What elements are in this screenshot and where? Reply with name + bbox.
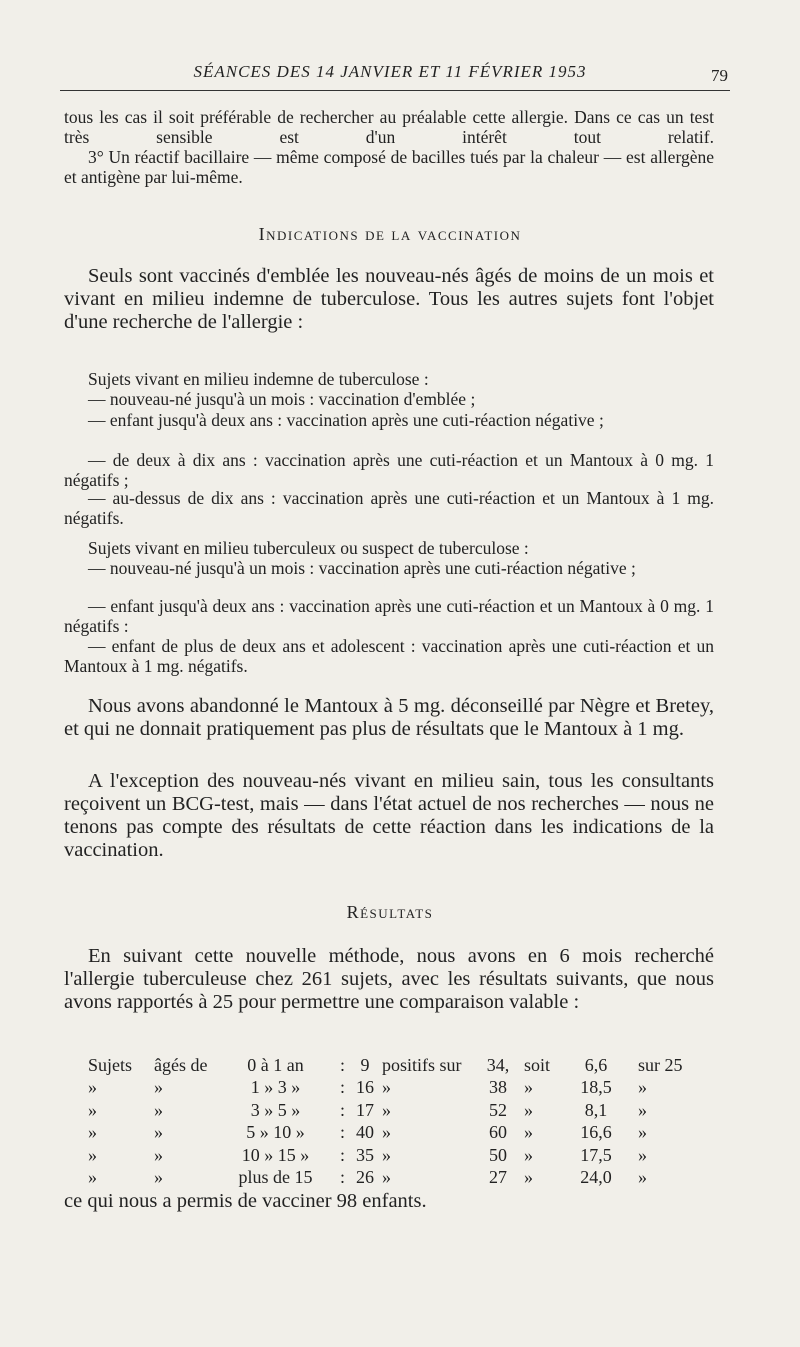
positives-cell: 16 [356,1077,374,1098]
positives-word-cell: » [382,1099,391,1120]
positives-cell: 26 [356,1166,374,1187]
paragraph-methode: En suivant cette nouvelle méthode, nous avons en 6 mois recherché l'allergie tuberculeuse chez 261 sujets, avec les résultats suivants, que nous avons rapportés à 25 pour permettre une comparaison valable : [64,945,714,1013]
table-row [88,1166,688,1188]
positives-word-cell: » [382,1122,391,1143]
per-25-cell: » [638,1077,647,1098]
subject-cell: Sujets [88,1055,133,1075]
colon-cell: : [340,1144,346,1165]
positives-cell: 17 [356,1099,374,1120]
group2-title: Sujets vivant en milieu tuberculeux ou suspect de tuberculose : [88,538,529,558]
positives-word-cell: » [382,1166,391,1187]
subject-cell: » [88,1166,97,1187]
colon-cell: : [340,1055,346,1075]
age-label-cell: » [154,1077,163,1098]
subject-cell: » [88,1122,97,1143]
total-cell: 34, [486,1055,510,1075]
group1-item-4: — au-dessus de dix ans : vaccination après une cuti-réaction et un Mantoux à 1 mg. négatifs. [64,488,714,528]
subject-cell: » [88,1144,97,1165]
per-25-cell: » [638,1122,647,1143]
group1-item-1: — nouveau-né jusqu'à un mois : vaccination d'emblée ; [88,389,476,409]
table-row [88,1076,688,1098]
section-heading-indications: Indications de la vaccination [258,224,522,244]
age-label-cell: âgés de [154,1055,208,1075]
age-label-cell: » [154,1099,163,1120]
soit-cell: soit [524,1055,551,1075]
age-range-cell: 0 à 1 an [247,1055,304,1075]
page-header [60,58,728,94]
per-25-cell: » [638,1166,647,1187]
group1-title: Sujets vivant en milieu indemne de tuberculose : [88,369,429,389]
total-cell: 52 [489,1099,507,1120]
rate-cell: 17,5 [580,1144,612,1165]
rate-cell: 16,6 [580,1122,612,1143]
positives-word-cell: » [382,1077,391,1098]
total-cell: 38 [489,1077,507,1098]
soit-cell: » [524,1077,533,1098]
age-range-cell: 3 » 5 » [250,1099,301,1120]
intro-paragraph-2: 3° Un réactif bacillaire — même composé de bacilles tués par la chaleur — est allergène et antigène par lui-même. [64,147,714,187]
paragraph-bcg-test: A l'exception des nouveau-nés vivant en milieu sain, tous les consultants reçoivent un BCG-test, mais — dans l'état actuel de nos recherches — nous ne tenons pas compte des résultats de cette réaction dans les indications de la vaccination. [64,770,714,861]
age-range-cell: 5 » 10 » [246,1122,305,1143]
soit-cell: » [524,1122,533,1143]
paragraph-seuls-vaccines: Seuls sont vaccinés d'emblée les nouveau-nés âgés de moins de un mois et vivant en milieu indemne de tuberculose. Tous les autres sujets font l'objet d'une recherche de l'allergie : [64,265,714,333]
age-label-cell: » [154,1144,163,1165]
total-cell: 27 [489,1166,507,1187]
per-25-cell: » [638,1099,647,1120]
soit-cell: » [524,1099,533,1120]
colon-cell: : [340,1099,346,1120]
rate-cell: 6,6 [584,1055,608,1075]
per-25-cell: » [638,1144,647,1165]
intro-paragraph-1: tous les cas il soit préférable de rechercher au préalable cette allergie. Dans ce cas un test très sensible est d'un intérêt tout relatif. [64,107,714,147]
running-title: SÉANCES DES 14 JANVIER ET 11 FÉVRIER 1953 [193,62,587,81]
group2-item-2: — enfant jusqu'à deux ans : vaccination après une cuti-réaction et un Mantoux à 0 mg. 1 négatifs : [64,596,714,636]
group1-item-3: — de deux à dix ans : vaccination après une cuti-réaction et un Mantoux à 0 mg. 1 négatifs ; [64,450,714,490]
group2-item-1: — nouveau-né jusqu'à un mois : vaccination après une cuti-réaction négative ; [88,558,636,578]
subject-cell: » [88,1099,97,1120]
positives-word-cell: positifs sur [382,1055,462,1075]
table-row [88,1121,688,1143]
subject-cell: » [88,1077,97,1098]
age-range-cell: 1 » 3 » [250,1077,301,1098]
positives-word-cell: » [382,1144,391,1165]
positives-cell: 9 [360,1055,370,1075]
age-label-cell: » [154,1166,163,1187]
table-row [88,1099,688,1121]
positives-cell: 40 [356,1122,374,1143]
colon-cell: : [340,1077,346,1098]
colon-cell: : [340,1166,346,1187]
page-number: 79 [711,66,728,85]
paragraph-mantoux: Nous avons abandonné le Mantoux à 5 mg. déconseillé par Nègre et Bretey, et qui ne donnait pratiquement pas plus de résultats que le Mantoux à 1 mg. [64,695,714,740]
group1-item-2: — enfant jusqu'à deux ans : vaccination après une cuti-réaction négative ; [88,410,604,430]
results-table [88,1054,688,1188]
rate-cell: 8,1 [584,1099,608,1120]
table-row [88,1054,688,1076]
age-label-cell: » [154,1122,163,1143]
group2-item-3: — enfant de plus de deux ans et adolescent : vaccination après une cuti-réaction et un Mantoux à 1 mg. négatifs. [64,636,714,676]
rate-cell: 18,5 [580,1077,612,1098]
table-row [88,1144,688,1166]
colon-cell: : [340,1122,346,1143]
soit-cell: » [524,1166,533,1187]
total-cell: 50 [489,1144,507,1165]
rate-cell: 24,0 [580,1166,612,1187]
age-range-cell: 10 » 15 » [241,1144,310,1165]
header-rule [60,90,730,91]
paragraph-conclusion: ce qui nous a permis de vacciner 98 enfants. [64,1190,427,1212]
section-heading-resultats: Résultats [346,902,434,922]
age-range-cell: plus de 15 [238,1166,313,1187]
per-25-cell: sur 25 [638,1055,683,1075]
total-cell: 60 [489,1122,507,1143]
soit-cell: » [524,1144,533,1165]
positives-cell: 35 [356,1144,374,1165]
